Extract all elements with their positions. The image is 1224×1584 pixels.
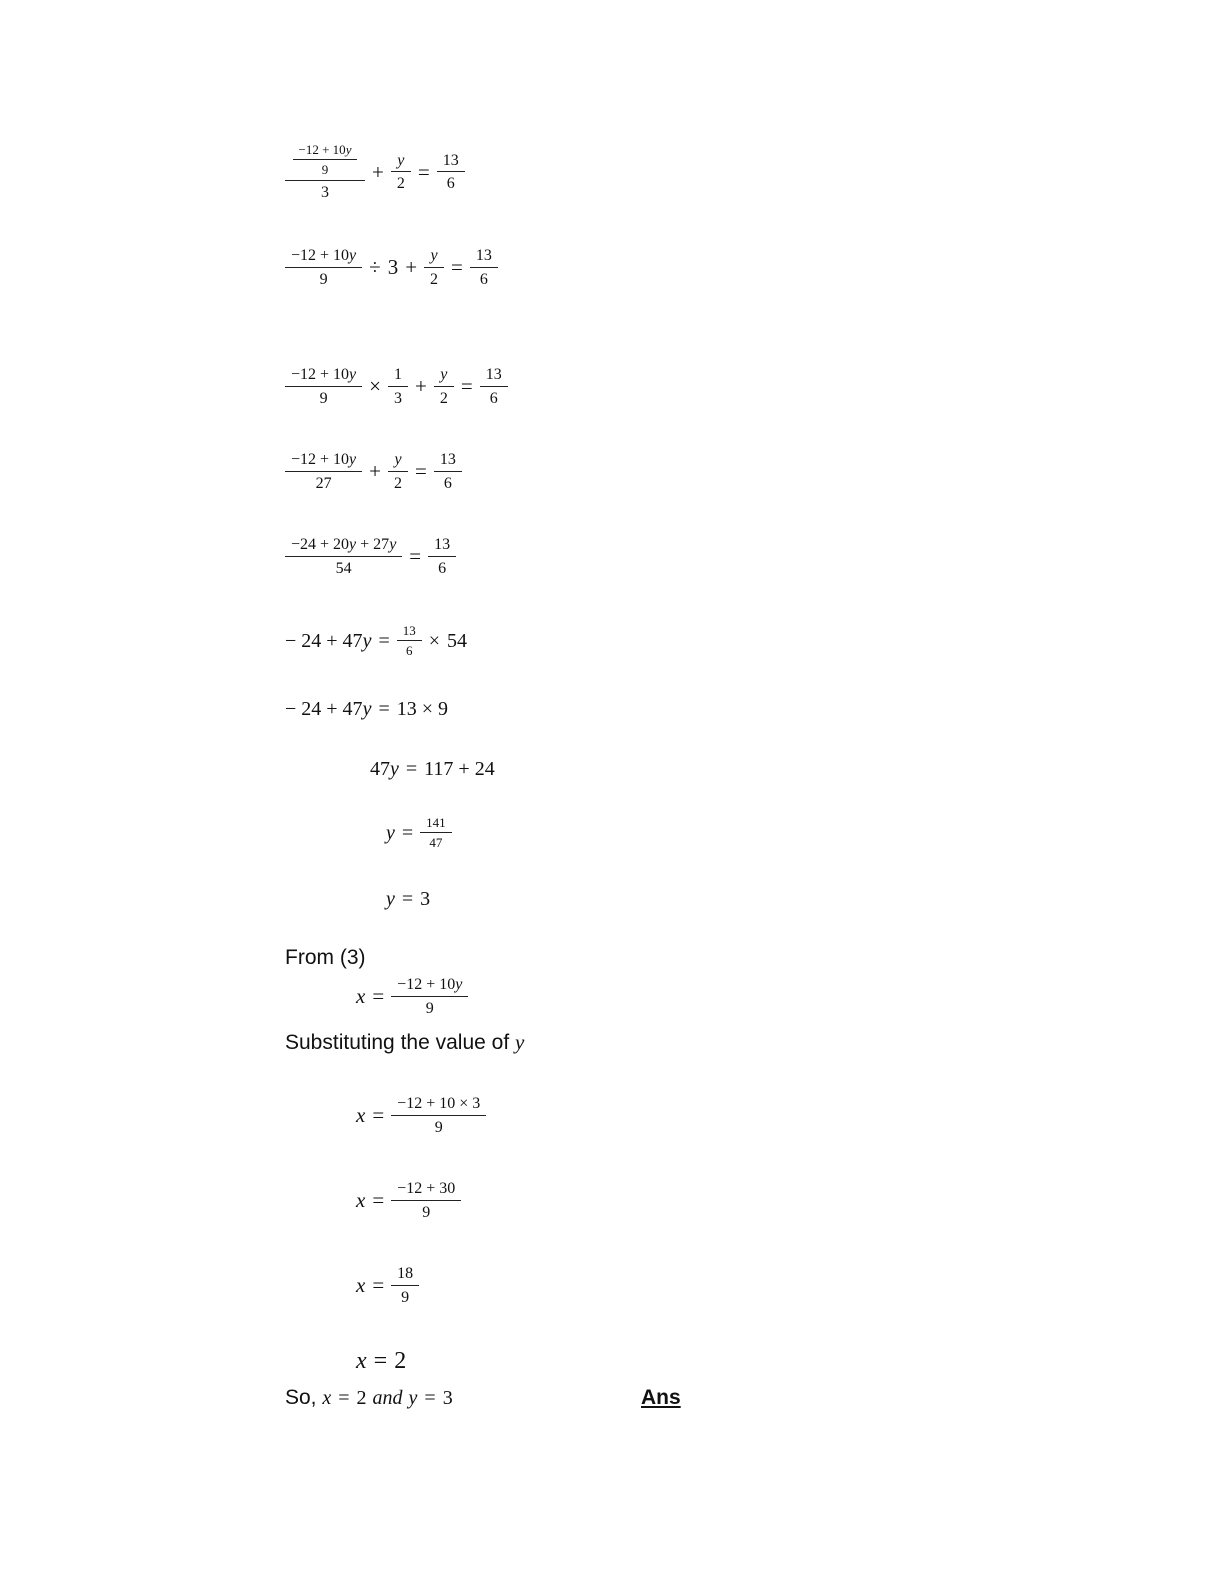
- substitution-text: Substituting the value of y: [285, 1030, 525, 1054]
- equation-15: x = 2: [356, 1348, 407, 1374]
- complex-fraction: $\frac{\frac{-12 + 10y}{9}}{3}$: [285, 143, 365, 201]
- equation-9: y = $\frac{141}{47}$: [386, 816, 452, 851]
- equation-8: 47 y = 117 + 24: [370, 758, 495, 780]
- equation-2: $\frac{-12 + 10y}{9}$ ÷ 3 + $\frac{y}{2}$ = $\frac{13}{6}$: [285, 247, 498, 288]
- equation-1: $\frac{\frac{-12 + 10y}{9}}{3}$ + $\frac{y}{2}$ = $\frac{13}{6}$: [285, 143, 465, 201]
- equation-7: − 24 + 47 y = 13 × 9: [285, 698, 449, 720]
- equation-4: $\frac{-12 + 10y}{27}$ + $\frac{y}{2}$ = $\frac{13}{6}$: [285, 451, 462, 492]
- equation-3: $\frac{-12 + 10y}{9}$ × $\frac{1}{3}$ + $\frac{y}{2}$ = $\frac{13}{6}$: [285, 366, 508, 407]
- ans-label: Ans: [641, 1386, 681, 1409]
- equation-5: $\frac{-24 + 20y + 27y}{54}$ = $\frac{13}{6}$: [285, 536, 456, 577]
- equation-14: x = $\frac{18}{9}$: [356, 1265, 419, 1306]
- equation-6: − 24 + 47 y = $\frac{13}{6}$ × 54: [285, 623, 468, 659]
- equation-10: y = 3: [386, 888, 431, 910]
- equation-12: x = $\frac{-12 + 10 \times 3}{9}$: [356, 1095, 486, 1136]
- inner-fraction: $\frac{-12 + 10y}{9}$: [293, 143, 358, 178]
- equation-11: x = $\frac{-12 + 10y}{9}$: [356, 976, 468, 1017]
- final-answer-line: So, x = 2 and y = 3: [285, 1386, 453, 1409]
- from-label: From (3): [285, 946, 366, 969]
- equation-13: x = $\frac{-12 + 30}{9}$: [356, 1180, 461, 1221]
